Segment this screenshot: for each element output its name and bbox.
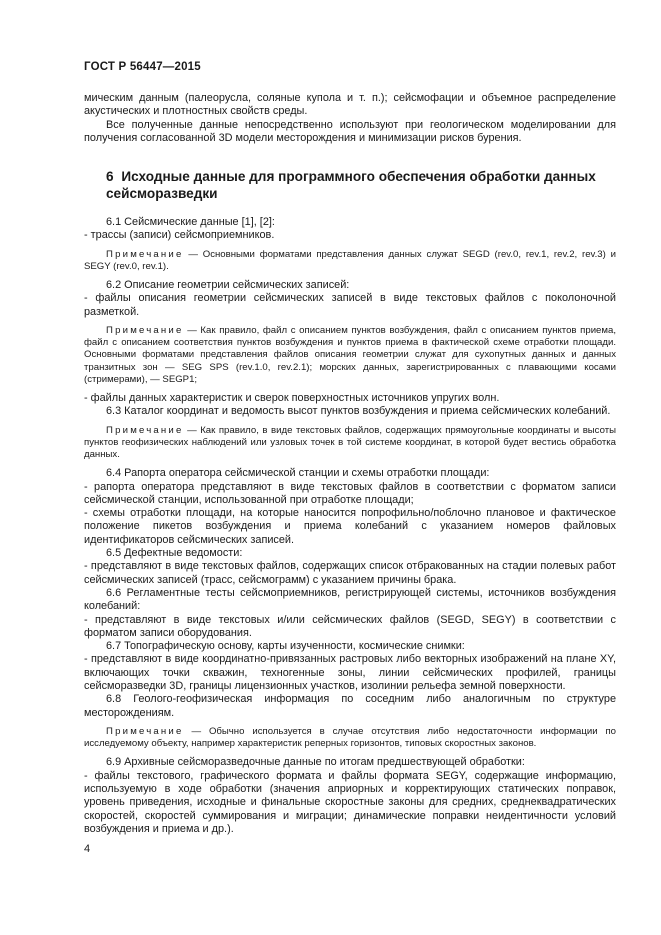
section-title: Исходные данные для программного обеспечения обработки данных сейсморазведки	[106, 169, 596, 201]
note-6-8	[84, 726, 616, 750]
item-6-4-detail: - рапорта оператора представляют в виде текстовых файлов в соответствии с форматом записи сейсмической станции, использованной при отработке площади;	[84, 480, 616, 506]
note-6-1	[84, 249, 616, 273]
item-6-6-detail: - представляют в виде текстовых и/или сейсмических файлов (SEGD, SEGY) в соответствии с форматом записи оборудования.	[84, 613, 616, 639]
item-6-2: 6.2 Описание геометрии сейсмических записей:	[106, 279, 350, 292]
paragraph: Все полученные данные непосредственно используют при геологическом моделировании для получения согласованной 3D модели месторождения и минимизации рисков бурения.	[84, 118, 616, 144]
item-6-8: 6.8 Геолого-геофизическая информация по соседним либо аналогичным по структуре месторождениям.	[84, 693, 616, 719]
page-number: 4	[84, 843, 91, 855]
section-heading	[84, 169, 616, 202]
note-text: — Как правило, файл с описанием пунктов возбуждения, файл с описанием пунктов приема, файл с описанием соответствия пунктов возбуждения и пунктов приема в фактической схеме отработки площади. Основными форматами представления файлов описания геометрии служат для сухопутных данных и данных транзитных зон — SEG SPS (rev.1.0, rev.2.1); морских данных, зарегистрированных с плавающими косами (стримерами), — SEGP1;	[84, 325, 616, 385]
item-6-5-detail: - представляют в виде текстовых файлов, содержащих список отбракованных на стадии полевых работ сейсмических записей (трасс, сейсмограмм) с указанием причины брака.	[84, 560, 616, 586]
note-6-3	[84, 425, 616, 462]
item-6-4: 6.4 Рапорта оператора сейсмической станции и схемы отработки площади:	[106, 467, 490, 480]
note-text: — Основными форматами представления данных служат SEGD (rev.0, rev.1, rev.2, rev.3) и SEGY (rev.0, rev.1).	[84, 248, 616, 272]
item-6-1: 6.1 Сейсмические данные [1], [2]:	[106, 216, 275, 229]
item-6-9: 6.9 Архивные сейсморазведочные данные по итогам предшествующей обработки:	[106, 756, 525, 769]
item-6-7: 6.7 Топографическую основу, карты изученности, космические снимки:	[106, 640, 465, 653]
item-6-7-detail: - представляют в виде координатно-привязанных растровых либо векторных изображений на плане XY, включающих точки скважин, техногенные зоны, линии сейсмических профилей, границы сейсморазведки 3D, границы лицензионных участков, изолинии рельефа земной поверхности.	[84, 653, 616, 693]
note-text: — Как правило, в виде текстовых файлов, содержащих прямоугольные координаты и высоты пунктов геофизических наблюдений или узловых точек в той системе координат, в которой будет вестись обработка данных.	[84, 424, 617, 461]
note-label: Примечание	[106, 325, 184, 337]
note-label: Примечание	[106, 248, 184, 260]
item-6-5: 6.5 Дефектные ведомости:	[106, 547, 243, 560]
note-label: Примечание	[106, 725, 184, 737]
note-6-2	[84, 325, 616, 386]
item-6-6: 6.6 Регламентные тесты сейсмоприемников, регистрирующей системы, источников возбуждения колебаний:	[84, 586, 616, 613]
item-6-2-detail: - файлы описания геометрии сейсмических записей в виде текстовых файлов с поколоночной разметкой.	[84, 292, 616, 318]
item-6-9-detail: - файлы текстового, графического формата и файлы формата SEGY, содержащие информацию, используемую в ходе обработки (значения априорных и корректирующих статических поправок, уровень приведения, исходные и финальные скоростные законы для средних, среднеквадратических скоростей, скоростей суммирования и миграции; динамические поправки неидентичности условий возбуждения и приема и др.).	[84, 769, 616, 835]
item-6-4-detail-b: - схемы отработки площади, на которые наносится попрофильно/поблочно плановое и фактическое положение пикетов возбуждения и приема колебаний с указанием номеров файловых идентификаторов сейсмических записей.	[84, 507, 616, 546]
standard-header: ГОСТ Р 56447—2015	[84, 61, 201, 73]
document-body	[84, 92, 616, 836]
item-6-1-detail: - трассы (записи) сейсмоприемников.	[84, 229, 275, 242]
section-number: 6	[106, 169, 114, 185]
item-6-2-detail-b: - файлы данных характеристик и сверок поверхностных источников упругих волн.	[84, 392, 500, 405]
note-label: Примечание	[106, 424, 184, 436]
item-6-3: 6.3 Каталог координат и ведомость высот пунктов возбуждения и приема сейсмических колебаний.	[106, 405, 611, 418]
note-text: — Обычно используется в случае отсутствия либо недостаточности информации по исследуемому объекту, например характеристик реперных горизонтов, типовых скоростных законов.	[84, 725, 616, 750]
paragraph: мическим данным (палеорусла, соляные купола и т. п.); сейсмофации и объемное распределение акустических и плотностных свойств среды.	[84, 92, 616, 118]
